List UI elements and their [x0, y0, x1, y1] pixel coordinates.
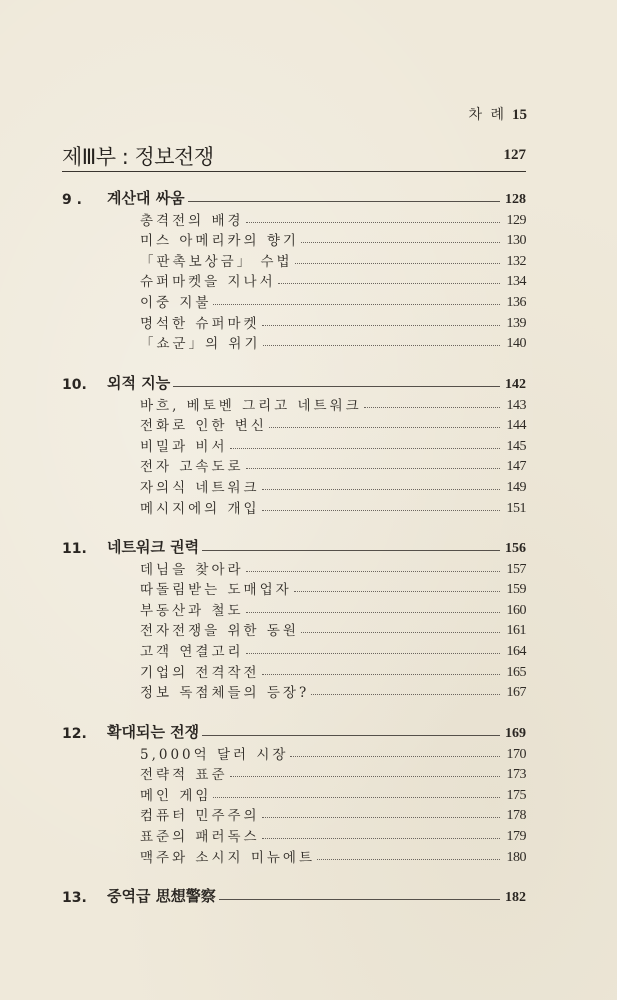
toc-entry[interactable] [62, 270, 526, 291]
chapter-page: 182 [505, 890, 526, 905]
dot-leader [246, 653, 500, 654]
toc-entry[interactable] [62, 208, 526, 229]
chapter-heading[interactable] [62, 372, 526, 393]
chapter-title: 네트워크 권력 [107, 538, 200, 556]
entry-title: 따돌림받는 도매업자 [140, 582, 292, 599]
toc-entry[interactable] [62, 660, 526, 681]
chapter-11 [62, 536, 526, 701]
toc-entry[interactable] [62, 578, 526, 599]
chapter-number: 11. [62, 541, 87, 557]
chapter-page: 128 [505, 192, 526, 207]
entry-page: 149 [506, 479, 526, 495]
chapter-rule [173, 386, 500, 387]
toc-entry[interactable] [62, 804, 526, 825]
entry-title: 총격전의 배경 [140, 212, 244, 229]
chapter-12 [62, 721, 526, 866]
entry-title: 컴퓨터 민주주의 [140, 808, 260, 825]
toc-entry[interactable] [62, 290, 526, 311]
entry-title: 데님을 찾아라 [140, 561, 244, 578]
chapter-rule [219, 899, 500, 900]
dot-leader [262, 489, 500, 490]
entry-title: 메인 게임 [140, 787, 212, 804]
entry-title: 맥주와 소시지 미뉴에트 [140, 849, 315, 866]
dot-leader [230, 776, 501, 777]
part-title: 제Ⅲ부 : 정보전쟁 [62, 145, 214, 169]
chapter-page: 169 [505, 726, 526, 741]
chapter-number: 12. [62, 726, 87, 742]
chapter-rule [188, 201, 500, 202]
toc-entry[interactable] [62, 681, 526, 702]
chapter-rule [202, 550, 500, 551]
dot-leader [246, 222, 500, 223]
toc-entry[interactable] [62, 249, 526, 270]
entry-page: 145 [506, 438, 526, 454]
toc-entry[interactable] [62, 639, 526, 660]
chapter-9 [62, 187, 526, 352]
entry-title: 부동산과 철도 [140, 602, 244, 619]
entry-page: 157 [506, 561, 526, 577]
entry-page: 178 [506, 808, 526, 824]
entry-page: 129 [506, 212, 526, 228]
dot-leader [246, 468, 500, 469]
toc-entry[interactable] [62, 455, 526, 476]
entry-page: 136 [506, 294, 526, 310]
chapter-number: 9 . [62, 192, 82, 208]
entry-title: 바흐, 베토벤 그리고 네트워크 [140, 397, 362, 414]
chapter-title: 중역급 思想警察 [107, 887, 216, 905]
running-header-label: 차 례 [468, 107, 506, 123]
chapter-title: 외적 지능 [107, 374, 171, 392]
entry-title: 전략적 표준 [140, 767, 228, 784]
chapter-rule [202, 735, 500, 736]
dot-leader [230, 448, 501, 449]
entry-page: 134 [506, 274, 526, 290]
entry-title: 기업의 전격작전 [140, 664, 260, 681]
entry-title: 전자 고속도로 [140, 459, 244, 476]
dot-leader [295, 263, 500, 264]
chapter-10 [62, 372, 526, 517]
toc-entry[interactable] [62, 311, 526, 332]
toc-entry[interactable] [62, 783, 526, 804]
entry-page: 179 [506, 828, 526, 844]
entry-page: 144 [506, 418, 526, 434]
part-page: 127 [503, 147, 526, 163]
dot-leader [269, 427, 500, 428]
dot-leader [262, 510, 500, 511]
dot-leader [213, 304, 500, 305]
part-header [62, 141, 526, 172]
entry-page: 143 [506, 397, 526, 413]
toc-entry[interactable] [62, 845, 526, 866]
chapter-number: 10. [62, 377, 87, 393]
toc-entry[interactable] [62, 332, 526, 353]
entry-page: 151 [506, 500, 526, 516]
entry-page: 160 [506, 602, 526, 618]
entry-page: 173 [506, 767, 526, 783]
entry-page: 147 [506, 459, 526, 475]
dot-leader [301, 242, 500, 243]
entry-page: 175 [506, 787, 526, 803]
dot-leader [278, 283, 500, 284]
entry-page: 130 [506, 233, 526, 249]
dot-leader [246, 571, 500, 572]
toc-entry[interactable] [62, 824, 526, 845]
dot-leader [263, 345, 501, 346]
chapter-heading[interactable] [62, 721, 526, 742]
toc-entry[interactable] [62, 496, 526, 517]
entry-title: 비밀과 비서 [140, 438, 228, 455]
dot-leader [213, 797, 500, 798]
entry-title: 표준의 패러독스 [140, 828, 260, 845]
dot-leader [262, 817, 500, 818]
chapter-title: 확대되는 전쟁 [107, 723, 200, 741]
entry-title: 5,000억 달러 시장 [140, 746, 289, 763]
toc-entry[interactable] [62, 557, 526, 578]
toc-entry[interactable] [62, 393, 526, 414]
entry-page: 139 [506, 315, 526, 331]
dot-leader [364, 407, 500, 408]
dot-leader [294, 591, 500, 592]
entry-title: 메시지에의 개입 [140, 500, 260, 517]
chapter-13 [62, 885, 526, 906]
dot-leader [311, 694, 500, 695]
toc-entry[interactable] [62, 619, 526, 640]
entry-title: 슈퍼마켓을 지나서 [140, 274, 276, 291]
entry-page: 165 [506, 664, 526, 680]
entry-page: 180 [506, 849, 526, 865]
chapter-title: 계산대 싸움 [107, 189, 185, 207]
toc-entry[interactable] [62, 598, 526, 619]
entry-page: 132 [506, 253, 526, 269]
entry-title: 정보 독점체들의 등장? [140, 685, 310, 702]
entry-page: 161 [506, 623, 526, 639]
dot-leader [262, 674, 500, 675]
dot-leader [317, 859, 500, 860]
entry-title: 전화로 인한 변신 [140, 418, 267, 435]
running-header-page: 15 [512, 107, 527, 123]
entry-title: 미스 아메리카의 향기 [140, 233, 299, 250]
dot-leader [262, 325, 500, 326]
dot-leader [262, 838, 500, 839]
toc-entry[interactable] [62, 414, 526, 435]
chapter-heading[interactable] [62, 536, 526, 557]
chapter-number: 13. [62, 890, 87, 906]
toc-entry[interactable] [62, 763, 526, 784]
entry-title: 전자전쟁을 위한 동원 [140, 623, 299, 640]
dot-leader [246, 612, 500, 613]
entry-page: 167 [506, 685, 526, 701]
entry-title: 고객 연결고리 [140, 643, 244, 660]
entry-title: 명석한 슈퍼마켓 [140, 315, 260, 332]
chapter-heading[interactable] [62, 187, 526, 208]
entry-page: 170 [506, 746, 526, 762]
entry-page: 159 [506, 582, 526, 598]
chapter-page: 142 [505, 377, 526, 392]
toc-entry[interactable] [62, 475, 526, 496]
chapter-heading[interactable] [62, 885, 526, 906]
chapter-page: 156 [505, 541, 526, 556]
toc-entry[interactable] [62, 742, 526, 763]
running-header [469, 104, 528, 124]
entry-title: 자의식 네트워크 [140, 479, 260, 496]
toc-entry[interactable] [62, 229, 526, 250]
entry-page: 140 [506, 336, 526, 352]
entry-page: 164 [506, 643, 526, 659]
entry-title: 「쇼군」의 위기 [140, 336, 261, 353]
entry-title: 「판촉보상금」 수법 [140, 253, 293, 270]
dot-leader [301, 632, 500, 633]
entry-title: 이중 지불 [140, 294, 212, 311]
toc-entry[interactable] [62, 434, 526, 455]
dot-leader [290, 756, 500, 757]
